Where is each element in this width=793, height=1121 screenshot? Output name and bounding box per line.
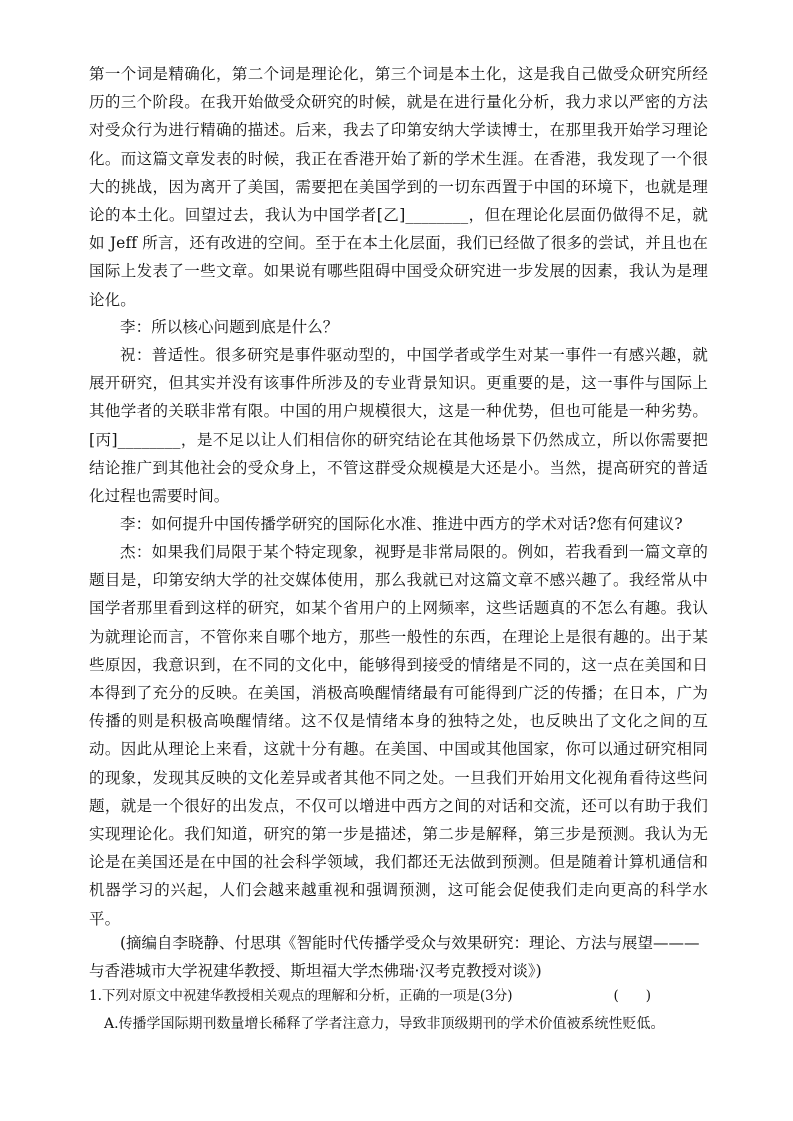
question-text: 1.下列对原文中祝建华教授相关观点的理解和分析，正确的一项是(3分) (89, 988, 513, 1004)
answer-parentheses: ( ) (613, 988, 651, 1004)
question-1 (89, 986, 708, 1006)
paragraph-4: 李：如何提升中国传播学研究的国际化水准、推进中西方的学术对话?您有何建议? (120, 515, 683, 533)
paragraph-3: 祝：普适性。很多研究是事件驱动型的，中国学者或学生对某一事件一有感兴趣，就展开研究，但其实并没有该事件所涉及的专业背景知识。更重要的是，这一事件与国际上其他学者的关联非常有限。中国的用户规模很大，这是一种优势，但也可能是一种劣势。[丙]________，是不足以让人们相信你的研究结论在其他场景下仍然成立，所以你需要把结论推广到其他社会的受众身上，不管这群受众规模是大还是小。当然，提高研究的普适化过程也需要时间。 (89, 346, 708, 506)
paragraph-5: 杰：如果我们局限于某个特定现象，视野是非常局限的。例如，若我看到一篇文章的题目是，印第安纳大学的社交媒体使用，那么我就已对这篇文章不感兴趣了。我经常从中国学者那里看到这样的研究，如某个省用户的上网频率，这些话题真的不怎么有趣。我认为就理论而言，不管你来自哪个地方，那些一般性的东西，在理论上是很有趣的。出于某些原因，我意识到，在不同的文化中，能够得到接受的情绪是不同的，这一点在美国和日本得到了充分的反映。在美国，消极高唤醒情绪最有可能得到广泛的传播；在日本，广为传播的则是积极高唤醒情绪。这不仅是情绪本身的独特之处，也反映出了文化之间的互动。因此从理论上来看，这就十分有趣。在美国、中国或其他国家，你可以通过研究相同的现象，发现其反映的文化差异或者其他不同之处。一旦我们开始用文化视角看待这些问题，就是一个很好的出发点，不仅可以增进中西方之间的对话和交流，还可以有助于我们实现理论化。我们知道，研究的第一步是描述，第二步是解释，第三步是预测。我认为无论是在美国还是在中国的社会科学领域，我们都还无法做到预测。但是随着计算机通信和机器学习的兴起，人们会越来越重视和强调预测，这可能会促使我们走向更高的科学水平。 (89, 543, 708, 928)
paragraph-2: 李：所以核心问题到底是什么？ (120, 318, 339, 336)
paragraph-1: 第一个词是精确化，第二个词是理论化，第三个词是本土化，这是我自己做受众研究所经历的三个阶段。在我开始做受众研究的时候，就是在进行量化分析，我力求以严密的方法对受众行为进行精确的描述。后来，我去了印第安纳大学读博士，在那里我开始学习理论化。而这篇文章发表的时候，我正在香港开始了新的学术生涯。在香港，我发现了一个很大的挑战，因为离开了美国，需要把在美国学到的一切东西置于中国的环境下，也就是理论的本土化。回望过去，我认为中国学者[乙]________，但在理论化层面仍做得不足，就如 Jeff 所言，还有改进的空间。至于在本土化层面，我们已经做了很多的尝试，并且也在国际上发表了一些文章。如果说有哪些阻碍中国受众研究进一步发展的因素，我认为是理论化。 (89, 65, 708, 309)
source-citation: (摘编自李晓静、付思琪《智能时代传播学受众与效果研究：理论、方法与展望———与香港城市大学祝建华教授、斯坦福大学杰佛瑞·汉考克教授对谈》) (89, 934, 700, 981)
option-a: A.传播学国际期刊数量增长稀释了学者注意力，导致非顶级期刊的学术价值被系统性贬低。 (104, 1016, 665, 1032)
